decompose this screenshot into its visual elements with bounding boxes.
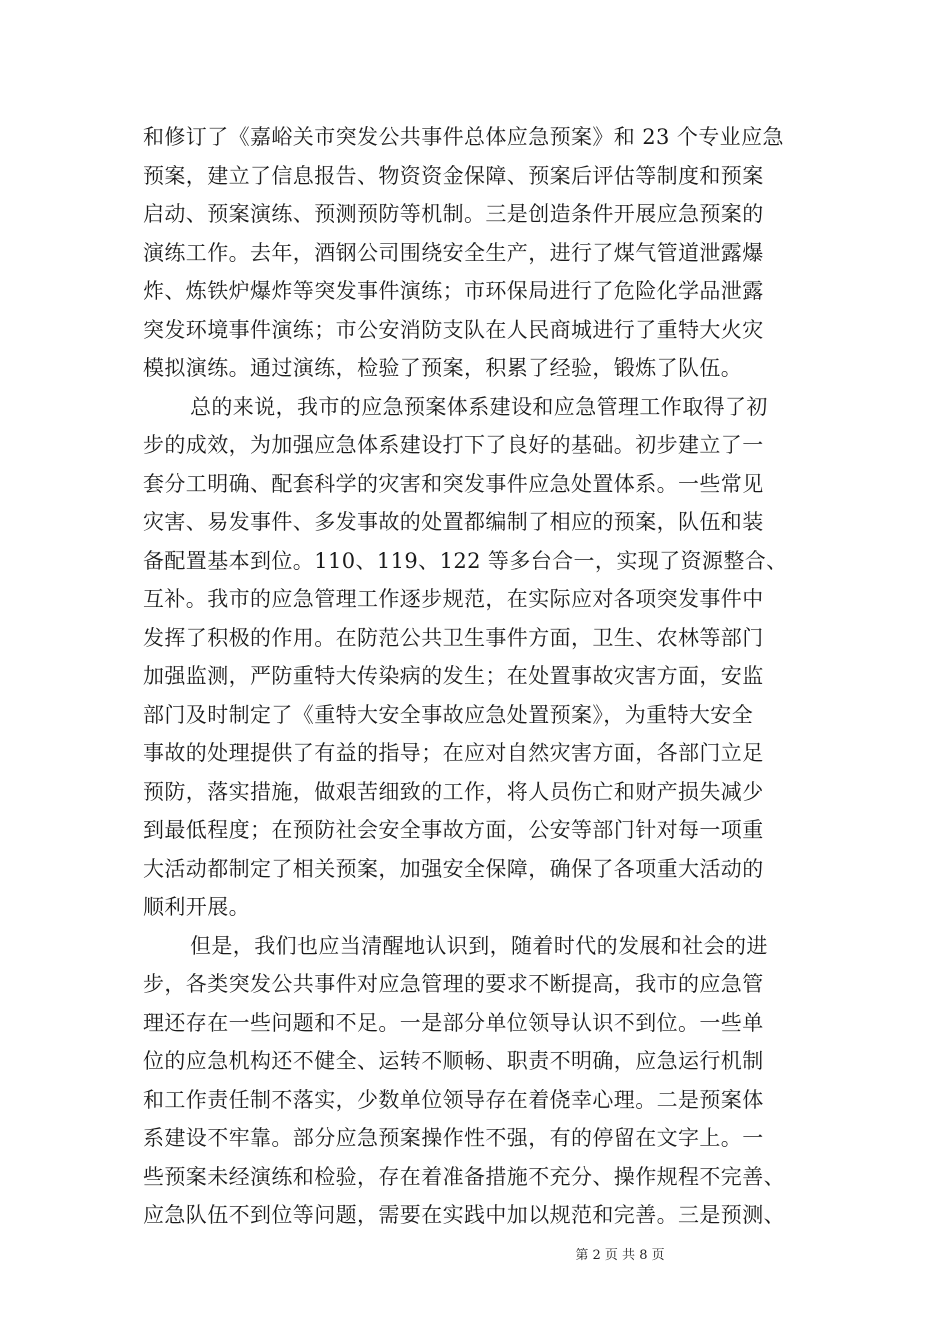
- text-line: 预防，落实措施，做艰苦细致的工作，将人员伤亡和财产损失减少: [143, 779, 764, 804]
- text-line: 炸、炼铁炉爆炸等突发事件演练；市环保局进行了危险化学品泄露: [143, 279, 764, 303]
- text-line: 突发环境事件演练；市公安消防支队在人民商城进行了重特大火灾: [143, 317, 764, 342]
- text-line: 套分工明确、配套科学的灾害和突发事件应急处置体系。一些常见: [143, 471, 764, 496]
- text-line: 和工作责任制不落实，少数单位领导存在着侥幸心理。二是预案体: [143, 1087, 764, 1112]
- text-line: 大活动都制定了相关预案，加强安全保障，确保了各项重大活动的: [143, 856, 764, 881]
- text-line: 备配置基本到位。110、119、122 等多台合一，实现了资源整合、: [143, 548, 788, 573]
- document-body: [143, 118, 823, 1235]
- text-line: 系建设不牢靠。部分应急预案操作性不强，有的停留在文字上。一: [143, 1126, 764, 1150]
- text-line: 位的应急机构还不健全、运转不顺畅、职责不明确，应急运行机制: [143, 1049, 764, 1073]
- text-line: 互补。我市的应急管理工作逐步规范，在实际应对各项突发事件中: [143, 587, 764, 611]
- text-line: 发挥了积极的作用。在防范公共卫生事件方面，卫生、农林等部门: [143, 625, 764, 650]
- text-line: 事故的处理提供了有益的指导；在应对自然灾害方面，各部门立足: [143, 741, 764, 765]
- paragraph-start-line: 但是，我们也应当清醒地认识到，随着时代的发展和社会的进: [190, 933, 768, 958]
- text-line: 预案，建立了信息报告、物资资金保障、预案后评估等制度和预案: [143, 163, 764, 188]
- text-line: 演练工作。去年，酒钢公司围绕安全生产，进行了煤气管道泄露爆: [143, 240, 764, 265]
- text-line: 和修订了《嘉峪关市突发公共事件总体应急预案》和 23 个专业应急: [143, 125, 784, 149]
- page-number-footer: 第 2 页 共 8 页: [575, 1248, 665, 1263]
- text-line: 灾害、易发事件、多发事故的处置都编制了相应的预案，队伍和装: [143, 510, 764, 534]
- text-line: 些预案未经演练和检验，存在着准备措施不充分、操作规程不完善、: [143, 1164, 785, 1189]
- text-line: 步，各类突发公共事件对应急管理的要求不断提高，我市的应急管: [143, 972, 764, 996]
- paragraph-start-line: 总的来说，我市的应急预案体系建设和应急管理工作取得了初: [190, 394, 768, 419]
- text-line: 加强监测，严防重特大传染病的发生；在处置事故灾害方面，安监: [143, 664, 764, 688]
- text-line: 顺利开展。: [143, 895, 250, 919]
- text-line: 步的成效，为加强应急体系建设打下了良好的基础。初步建立了一: [143, 433, 764, 457]
- text-line: 应急队伍不到位等问题，需要在实践中加以规范和完善。三是预测、: [143, 1203, 785, 1227]
- text-line: 到最低程度；在预防社会安全事故方面，公安等部门针对每一项重: [143, 818, 764, 842]
- text-line: 理还存在一些问题和不足。一是部分单位领导认识不到位。一些单: [143, 1010, 764, 1035]
- text-line: 启动、预案演练、预测预防等机制。三是创造条件开展应急预案的: [143, 202, 764, 226]
- text-line: 部门及时制定了《重特大安全事故应急处置预案》，为重特大安全: [143, 702, 754, 727]
- text-line: 模拟演练。通过演练，检验了预案，积累了经验，锻炼了队伍。: [143, 356, 743, 380]
